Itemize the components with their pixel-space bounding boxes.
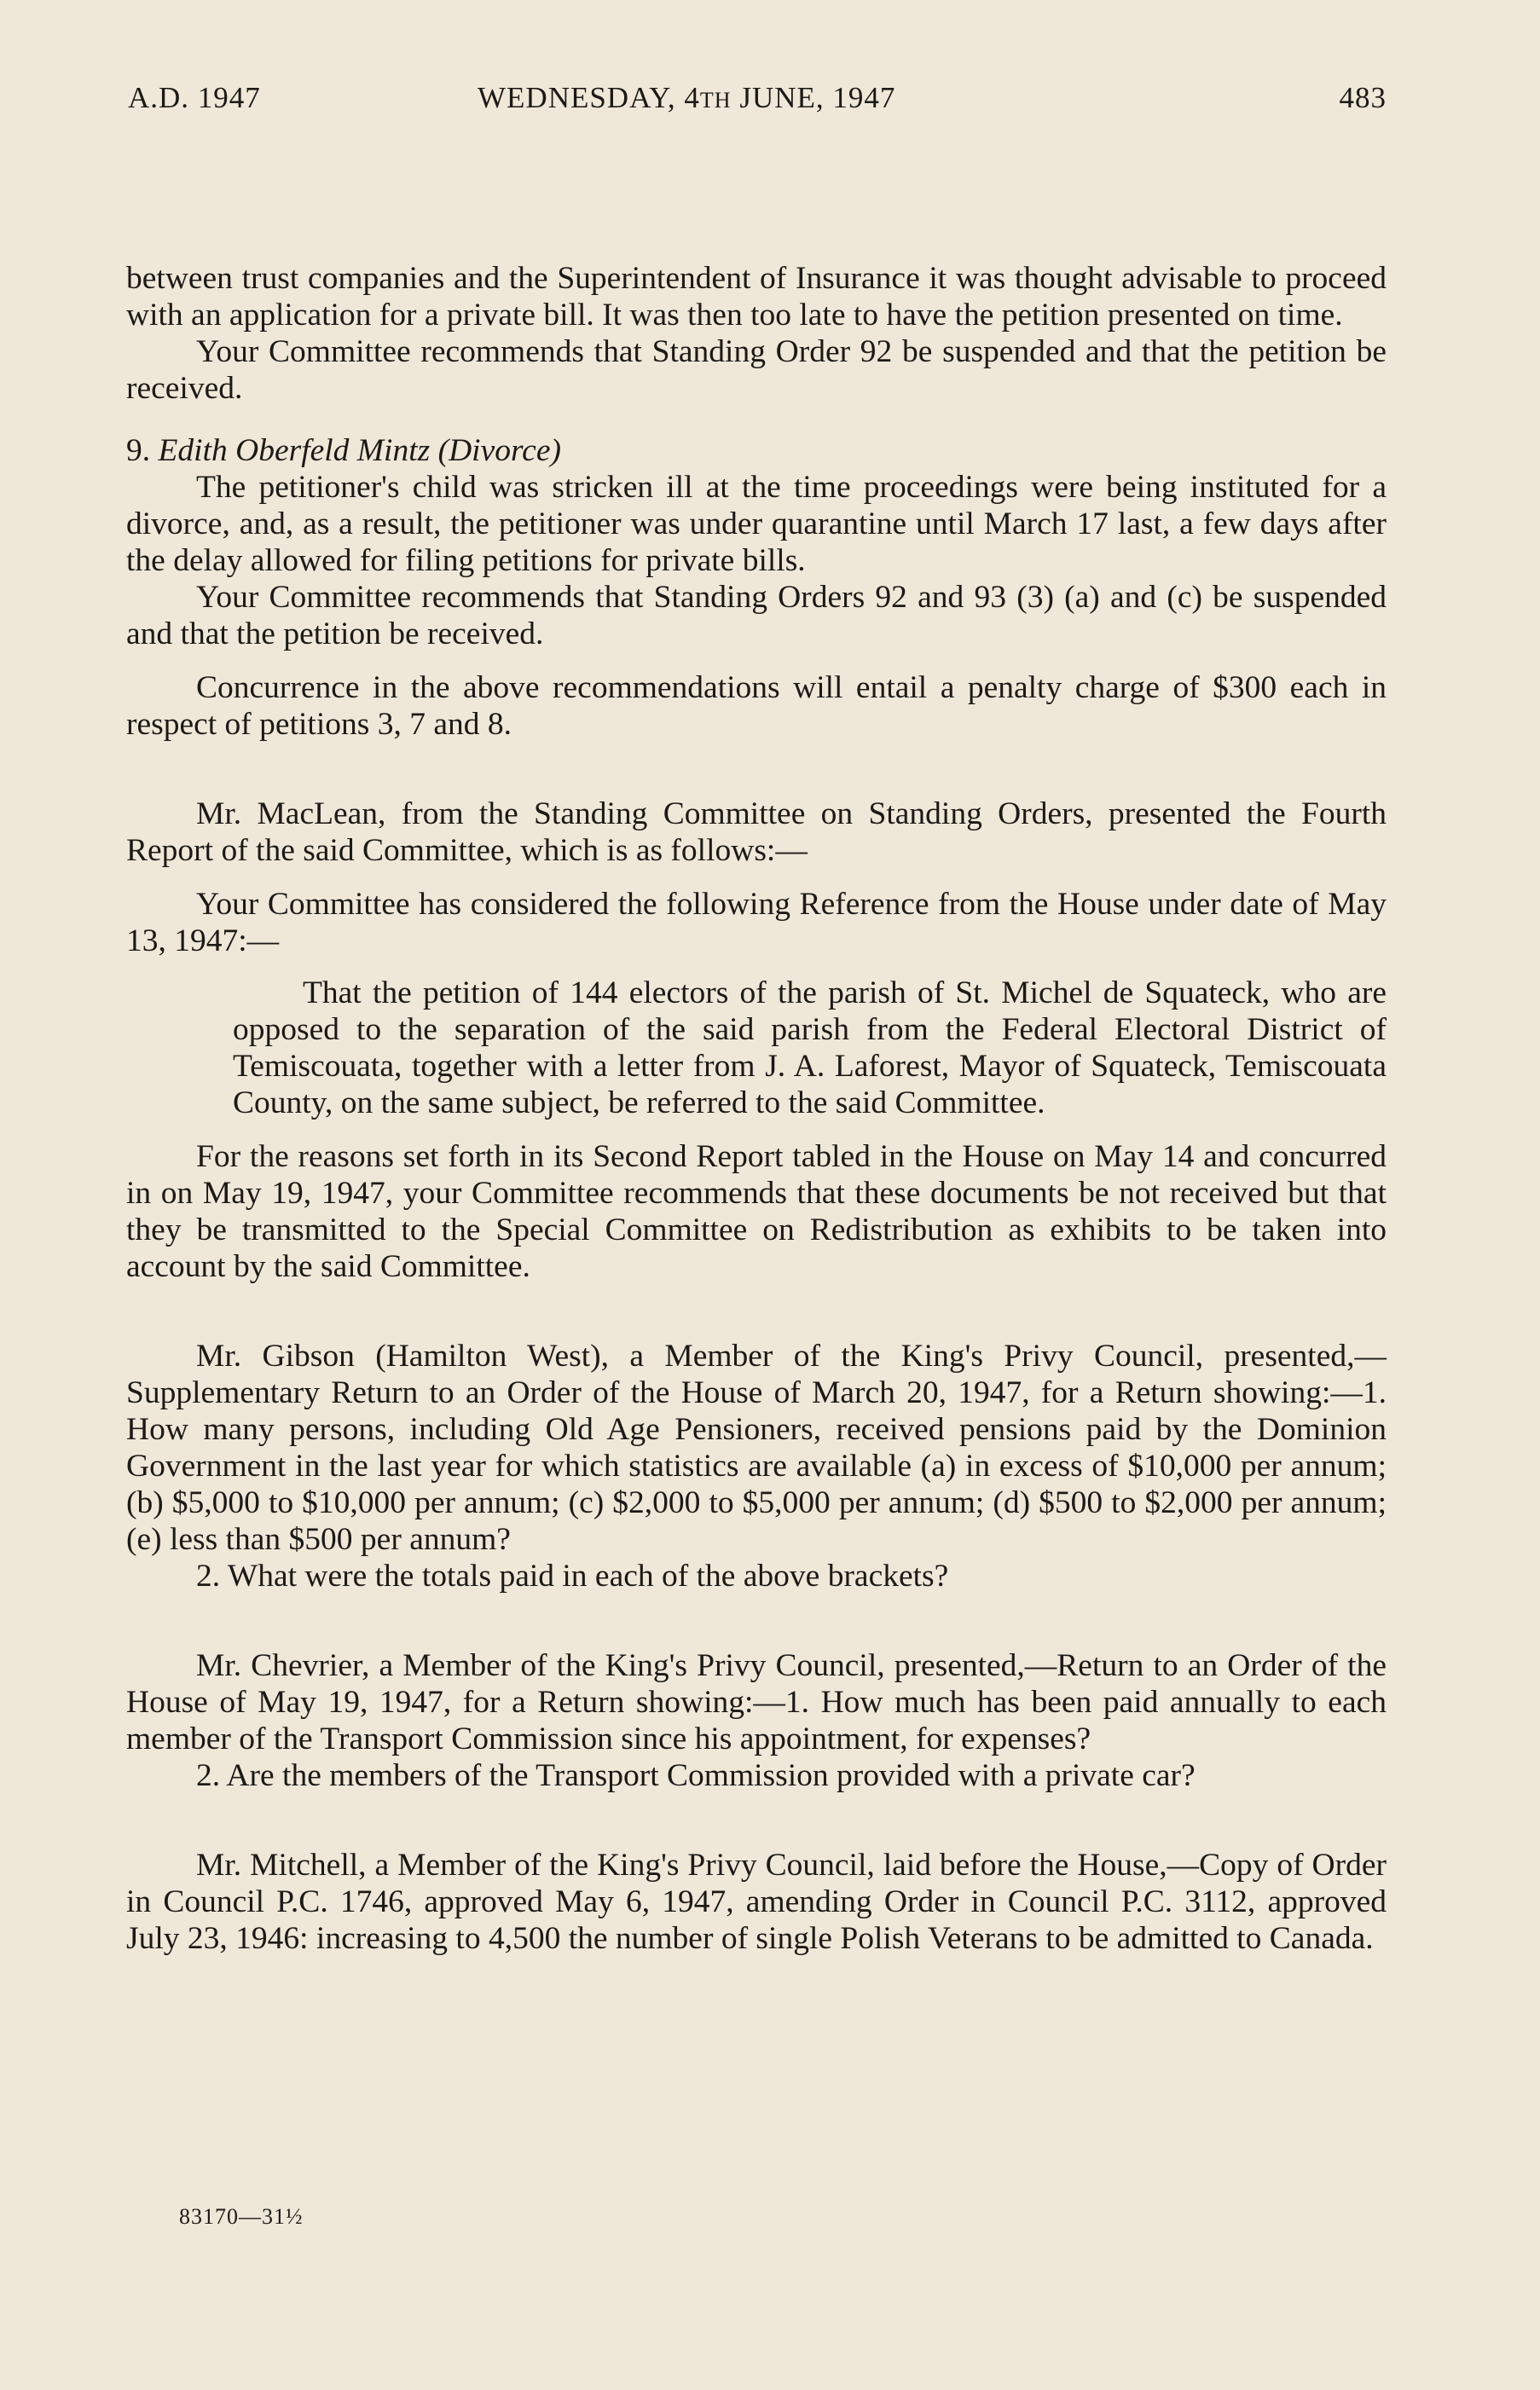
paragraph-petitioner-ill: The petitioner's child was stricken ill at the time proceedings were being instituted for a divorce, and, as a result, the petitioner was under quarantine until March 17 last, a few days after the delay allowed for filing petitions for private bills.	[126, 470, 1387, 578]
header-date	[478, 81, 895, 115]
paragraph-maclean-report: Mr. MacLean, from the Standing Committee on Standing Orders, presented the Fourth Report of the said Committee, which is as follows:—	[126, 796, 1387, 868]
paragraph-mitchell-order: Mr. Mitchell, a Member of the King's Privy Council, laid before the House,—Copy of Order in Council P.C. 1746, approved May 6, 1947, amending Order in Council P.C. 3112, approved July 23, 1946: increasing to 4,500 the number of single Polish Veterans to be admitted to Canada.	[126, 1848, 1387, 1956]
paragraph-recommendation-92-93: Your Committee recommends that Standing Orders 92 and 93 (3) (a) and (c) be suspended and that the petition be received.	[126, 580, 1387, 651]
header-year: A.D. 1947	[128, 81, 261, 114]
paragraph-chevrier-question-2: 2. Are the members of the Transport Commission provided with a private car?	[196, 1758, 1196, 1793]
section-title: Edith Oberfeld Mintz (Divorce)	[158, 433, 561, 468]
paragraph-trust-companies: between trust companies and the Superintendent of Insurance it was thought advisable to proceed with an application for a private bill. It was then too late to have the petition presented on time.	[126, 261, 1387, 333]
page-number: 483	[1339, 81, 1387, 114]
page-body	[126, 260, 1387, 1957]
header-date-prefix: WEDNESDAY, 4	[478, 81, 700, 114]
section-heading-9	[126, 432, 1387, 469]
header-date-suffix: JUNE, 1947	[731, 81, 896, 114]
paragraph-reference: Your Committee has considered the following Reference from the House under date of May 13, 1947:—	[126, 887, 1387, 958]
paragraph-recommendation-92: Your Committee recommends that Standing Order 92 be suspended and that the petition be received.	[126, 334, 1387, 406]
paragraph-gibson-question-2: 2. What were the totals paid in each of the above brackets?	[196, 1559, 949, 1594]
quoted-petition: That the petition of 144 electors of the parish of St. Michel de Squateck, who are opposed to the separation of the said parish from the Federal Electoral District of Temiscouata, together with a letter from J. A. Laforest, Mayor of Squateck, Temiscouata County, on the same subject, be referred to the said Committee.	[233, 975, 1387, 1120]
paragraph-reasons: For the reasons set forth in its Second Report tabled in the House on May 14 and concurred in on May 19, 1947, your Committee recommends that these documents be not received but that they be transmitted to the Special Committee on Redistribution as exhibits to be taken into account by the said Committee.	[126, 1139, 1387, 1284]
printer-code: 83170—31½	[179, 2204, 304, 2229]
paragraph-chevrier-return: Mr. Chevrier, a Member of the King's Privy Council, presented,—Return to an Order of the House of May 19, 1947, for a Return showing:—1. How much has been paid annually to each member of the Transport Commission since his appointment, for expenses?	[126, 1648, 1387, 1756]
page-header	[126, 81, 1387, 132]
paragraph-gibson-return: Mr. Gibson (Hamilton West), a Member of the King's Privy Council, presented,—Supplementary Return to an Order of the House of March 20, 1947, for a Return showing:—1. How many persons, including Old Age Pensioners, received pensions paid by the Dominion Government in the last year for which statistics are available (a) in excess of $10,000 per annum; (b) $5,000 to $10,000 per annum; (c) $2,000 to $5,000 per annum; (d) $500 to $2,000 per annum; (e) less than $500 per annum?	[126, 1339, 1387, 1557]
paragraph-penalty: Concurrence in the above recommendations will entail a penalty charge of $300 each in respect of petitions 3, 7 and 8.	[126, 670, 1387, 742]
header-date-ordinal: TH	[699, 88, 732, 113]
section-number: 9.	[126, 433, 159, 468]
